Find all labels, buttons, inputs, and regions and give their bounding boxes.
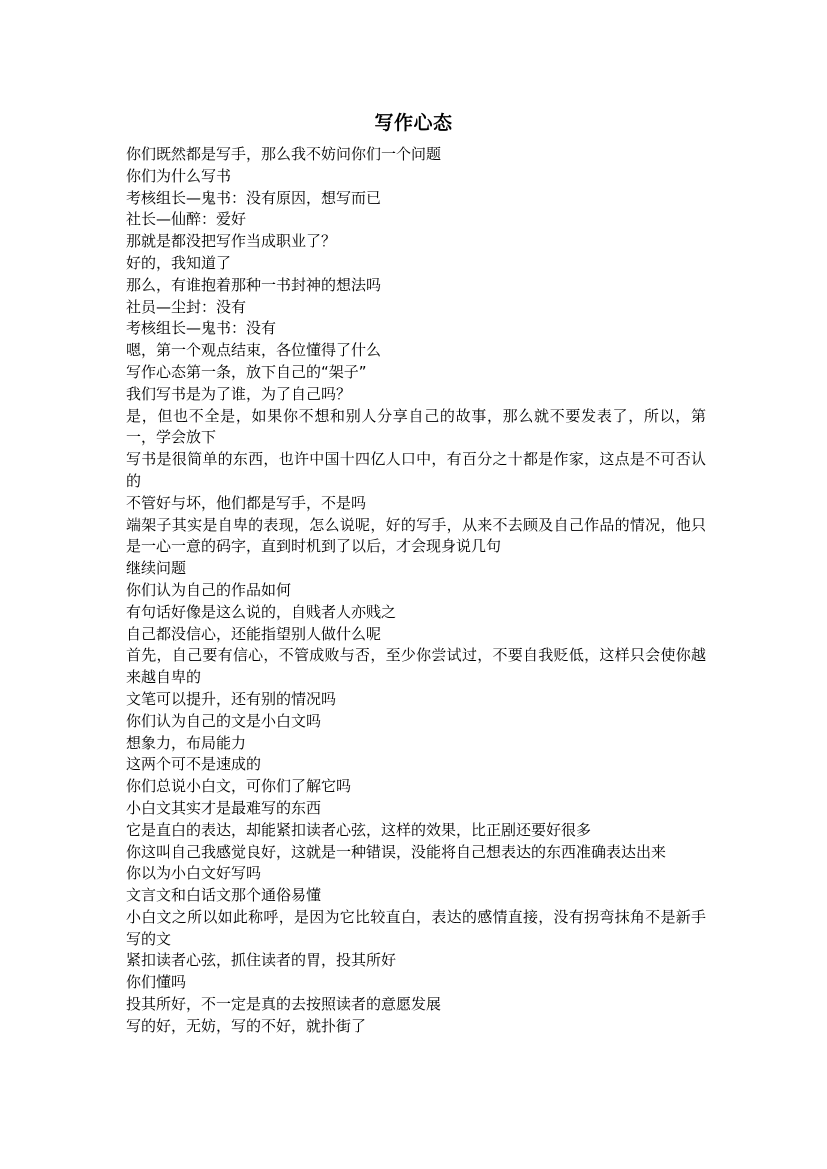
paragraph-line: 小白文其实才是最难写的东西 — [126, 798, 322, 817]
paragraph-line: 社长—仙醉：爱好 — [126, 210, 247, 229]
paragraph-line: 那么，有谁抱着那种一书封神的想法吗 — [126, 275, 382, 294]
document-body — [126, 144, 706, 1038]
paragraph-line: 考核组长—鬼书：没有原因，想写而已 — [126, 188, 382, 207]
paragraph-line: 我们写书是为了谁，为了自己吗？ — [126, 384, 352, 403]
paragraph-line: 继续问题 — [126, 559, 187, 578]
paragraph-line: 投其所好，不一定是真的去按照读者的意愿发展 — [126, 995, 442, 1014]
paragraph-line: 写的好，无妨，写的不好，就扑街了 — [126, 1016, 367, 1035]
paragraph-line: 首先，自己要有信心，不管成败与否，至少你尝试过，不要自我贬低，这样只会使你越来越自卑的 — [126, 646, 706, 687]
paragraph-line: 你们认为自己的文是小白文吗 — [126, 711, 322, 730]
paragraph-line: 写作心态第一条，放下自己的“架子” — [126, 362, 367, 381]
paragraph-line: 你们为什么写书 — [126, 166, 232, 185]
paragraph-line: 你以为小白文好写吗 — [126, 864, 262, 883]
paragraph-line: 文笔可以提升，还有别的情况吗 — [126, 689, 337, 708]
paragraph-line: 小白文之所以如此称呼，是因为它比较直白，表达的感情直接，没有拐弯抹角不是新手写的文 — [126, 907, 706, 948]
paragraph-line: 你们懂吗 — [126, 973, 187, 992]
paragraph-line: 社员—尘封：没有 — [126, 297, 247, 316]
paragraph-line: 你们认为自己的作品如何 — [126, 580, 292, 599]
paragraph-line: 嗯，第一个观点结束，各位懂得了什么 — [126, 341, 382, 360]
paragraph-line: 想象力，布局能力 — [126, 733, 247, 752]
paragraph-line: 这两个可不是速成的 — [126, 755, 262, 774]
paragraph-line: 端架子其实是自卑的表现，怎么说呢，好的写手，从来不去顾及自己作品的情况，他只是一心一意的码字，直到时机到了以后，才会现身说几句 — [126, 515, 706, 556]
paragraph-line: 文言文和白话文那个通俗易懂 — [126, 886, 322, 905]
paragraph-line: 紧扣读者心弦，抓住读者的胃，投其所好 — [126, 951, 397, 970]
paragraph-line: 有句话好像是这么说的，自贱者人亦贱之 — [126, 602, 397, 621]
paragraph-line: 那就是都没把写作当成职业了？ — [126, 232, 337, 251]
paragraph-line: 不管好与坏，他们都是写手，不是吗 — [126, 493, 367, 512]
document-title: 写作心态 — [374, 112, 453, 134]
paragraph-line: 写书是很简单的东西，也许中国十四亿人口中，有百分之十都是作家，这点是不可否认的 — [126, 450, 706, 490]
paragraph-line: 好的，我知道了 — [126, 253, 232, 272]
paragraph-line: 自己都没信心，还能指望别人做什么呢 — [126, 624, 382, 643]
paragraph-line: 是，但也不全是，如果你不想和别人分享自己的故事，那么就不要发表了，所以，第一，学会放下 — [126, 406, 706, 447]
paragraph-line: 你们既然都是写手，那么我不妨问你们一个问题 — [126, 145, 442, 163]
paragraph-line: 它是直白的表达，却能紧扣读者心弦，这样的效果，比正剧还要好很多 — [126, 820, 592, 839]
paragraph-line: 你这叫自己我感觉良好，这就是一种错误，没能将自己想表达的东西准确表达出来 — [126, 842, 667, 861]
paragraph-line: 考核组长—鬼书：没有 — [126, 319, 277, 338]
paragraph-line: 你们总说小白文，可你们了解它吗 — [126, 777, 352, 796]
